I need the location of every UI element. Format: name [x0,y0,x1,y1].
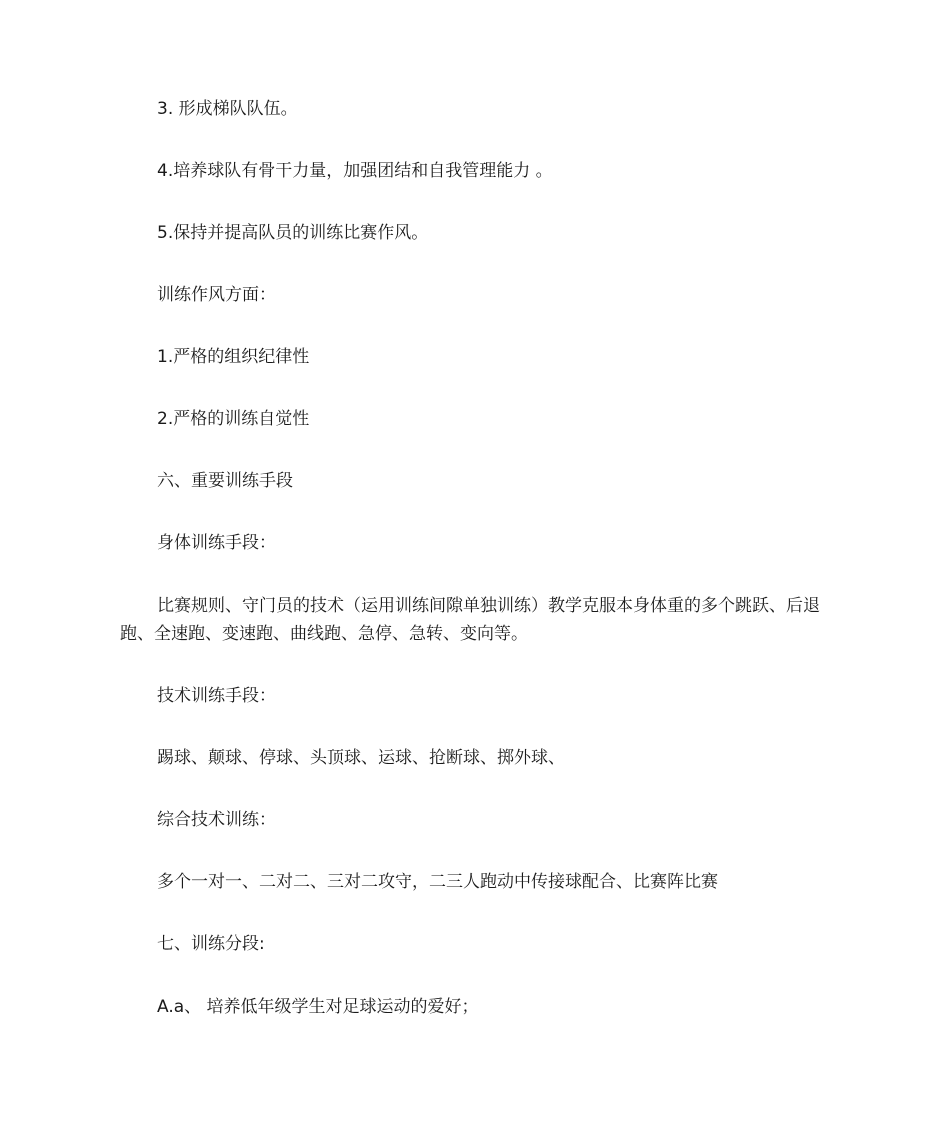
section-heading-7: 七、训练分段: [157,934,265,954]
paragraph-9: 比赛规则、守门员的技术（运用训练间隙单独训练）教学克服本身体重的多个跳跃、后退跑、全速跑、变速跑、曲线跑、急停、急转、变向等。 [120,596,820,644]
paragraph-5: 1.严格的组织纪律性 [157,347,310,367]
paragraph-4: 训练作风方面： [157,285,276,305]
paragraph-11: 踢球、颠球、停球、头顶球、运球、抢断球、掷外球、 [157,748,565,768]
paragraph-12: 综合技术训练： [157,810,276,830]
paragraph-13: 多个一对一、二对二、三对二攻守，二三人跑动中传接球配合、比赛阵比赛 [157,872,718,892]
paragraph-3: 5.保持并提高队员的训练比赛作风。 [157,223,429,243]
paragraph-8: 身体训练手段： [157,533,276,553]
paragraph-6: 2.严格的训练自觉性 [157,409,310,429]
paragraph-2: 4.培养球队有骨干力量，加强团结和自我管理能力 。 [157,161,553,181]
paragraph-1: 3. 形成梯队队伍。 [157,99,298,119]
paragraph-10: 技术训练手段： [157,686,276,706]
section-heading-6: 六、重要训练手段 [157,471,293,491]
paragraph-15: A.a、 培养低年级学生对足球运动的爱好； [157,997,479,1017]
